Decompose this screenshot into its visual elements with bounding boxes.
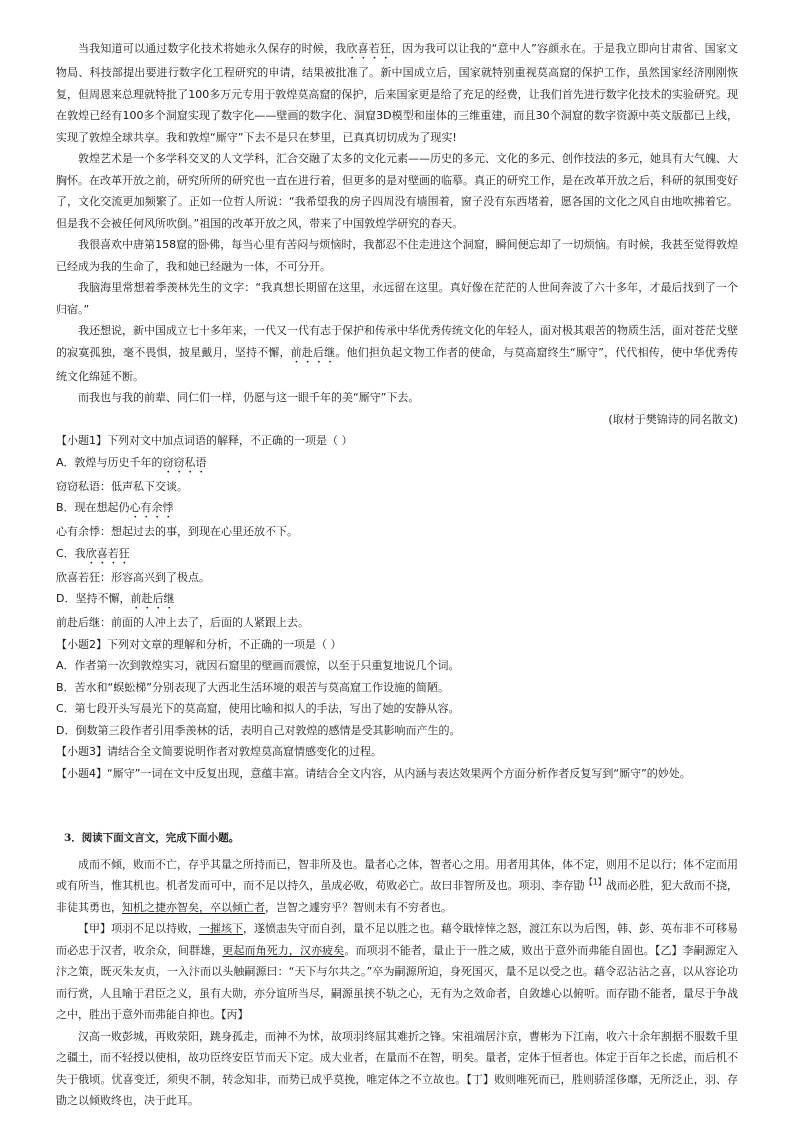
q2-option-a: A．作者第一次到敦煌实习，就因石窟里的壁画而震惊，以至于只重复地说几个词。 <box>56 659 460 672</box>
q2-option-d: D．倒数第三段作者引用季羡林的话，表明自己对敦煌的感情是受其影响而产生的。 <box>56 723 461 737</box>
document-page <box>56 38 738 1112</box>
q1-option-c: C．我欣喜若狂 <box>56 546 130 560</box>
essay-paragraph-1: 当我知道可以通过数字化技术将她永久保存的时候，我欣喜若狂，因为我可以让我的“意中人”容颜永在。于是我立即向甘肃省、国家文物局、科技部提出要进行数字化工程研究的申请，结果被批准了。新中国成立后，国家就特别重视莫高窟的保护工作，虽然国家经济刚刚恢复，但周恩来总理就特批了100多万元专用于敦煌莫高窟的保护，后来国家更是给了充足的经费，让我们首先进行数字化技术的实验研究。现在敦煌已经有100多个洞窟实现了数字化——壁画的数字化、洞窟3D模型和崖体的三维重建，而且30个洞窟的数字资源中英文版都已上线，实现了敦煌全球共享。我和敦煌“厮守”下去不是只在梦里，已真真切切成为了现实! <box>56 42 738 144</box>
underlined-sentence: 一摧垓下 <box>199 922 243 935</box>
dotted-word: 欣喜若狂 <box>85 546 130 560</box>
question-1-stem: 【小题1】下列对文中加点词语的解释，不正确的一项是（ ） <box>56 434 353 447</box>
q1-option-b-explanation: 心有余悸：想起过去的事，到现在心里还放不下。 <box>56 525 298 538</box>
q1-option-b: B．现在想起仍心有余悸 <box>56 501 174 514</box>
footnote-marker: 【1】 <box>584 877 606 887</box>
dotted-word: 欣喜若狂 <box>346 42 392 55</box>
dotted-word: 心有余悸 <box>129 501 174 514</box>
section-gap <box>56 784 738 828</box>
question-4: 【小题4】“厮守”一词在文中反复出现，意蕴丰富。请结合全文内容，从内涵与表达效果两个方面分析作者反复写到“厮守”的妙处。 <box>56 766 691 780</box>
essay-paragraph-4: 我脑海里常想着季羡林先生的文字：“我真想长期留在这里，永远留在这里。真好像在茫茫的人世间奔波了六十多年，才最后找到了一个归宿。” <box>56 281 738 316</box>
essay-paragraph-2: 敦煌艺术是一个多学科交叉的人文学科，汇合交融了太多的文化元素——历史的多元、文化的多元、创作技法的多元，她具有大气魄、大胸怀。在改革开放之前，研究所所的研究也一直在进行着，但更多的是对壁画的临摹。真正的研究工作，是在改革开放之后，科研的氛围变好了，文化交流更加频繁了。正如一位哲人所说：“我希望我的房子四周没有墙围着，窗子没有东西堵着，愿各国的文化之风自由地吹拂着它。但是我不会被任何风所吹倒。”祖国的改革开放之风，带来了中国敦煌学研究的春天。 <box>56 152 738 230</box>
q1-option-d-explanation: 前赴后继：前面的人冲上去了，后面的人紧跟上去。 <box>56 616 309 629</box>
essay-paragraph-5: 我还想说，新中国成立七十多年来，一代又一代有志于保护和传承中华优秀传统文化的年轻人，面对极其艰苦的物质生活，面对苍茫戈壁的寂寞孤独，毫不畏惧，披星戴月，坚持不懈，前赴后继。他们担负起文物工作者的使命，与莫高窟终生“厮守”，代代相传，使中华优秀传统文化绵延不断。 <box>56 324 739 383</box>
dotted-word: 前赴后继 <box>130 592 175 605</box>
classical-paragraph-3: 汉高一败彭城，再败荥阳，跳身孤走，而神不为怵，故项羽终屈其难折之锋。宋祖端居汴京，曹彬为下江南，收六十余年割据不服数千里之疆土，而不轻授以使相，故功臣终安臣节而天下定。成大业者，在量而不在智，明矣。量者，定体于恒者也。体定于百年之长虑，而后机不失于俄顷。忧喜变迁，须臾不制，转念知非，而势已成乎莫挽，唯定体之不立故也。【丁】败则唯死而已，胜则骄淫侈靡，无所泛止，羽、存勖之以倾败终也，决于此耳。 <box>56 1029 738 1107</box>
underlined-sentence: 更起而角死力，汉亦疲矣 <box>222 943 345 957</box>
classical-paragraph-1: 成而不倾，败而不亡，存乎其量之所持而已，智非所及也。量者心之体，智者心之用。用者用其体，体不定，则用不足以行；体不定而用或有所当，惟其机也。机者发而可中，而不足以持久，虽成必败，苟败必亡。故曰非智所及也。项羽、李存勖$^{【1】}$战而必胜，犯大敌而不挠，非徒其勇也，知机之捷亦智矣，卒以倾亡者，岂智之遽穷乎？智则未有不穷者也。 <box>56 857 739 914</box>
underlined-sentence: 知机之捷亦智矣，卒以倾亡者 <box>122 900 265 914</box>
question-3: 【小题3】请结合全文简要说明作者对敦煌莫高窟情感变化的过程。 <box>56 745 382 758</box>
q2-option-b: B．苦水和“蜈蚣梯”分别表现了大西北生活环境的艰苦与莫高窟工作设施的简陋。 <box>56 680 449 694</box>
essay-source: (取材于樊锦诗的同名散文) <box>608 412 738 426</box>
q1-option-d: D．坚持不懈，前赴后继 <box>56 592 175 605</box>
question-2-stem: 【小题2】下列对文章的理解和分析，不正确的一项是（ ） <box>56 637 342 651</box>
q1-option-c-explanation: 欣喜若狂：形容高兴到了极点。 <box>56 570 210 584</box>
essay-paragraph-3: 我很喜欢中唐第158窟的卧佛，每当心里有苦闷与烦恼时，我都忍不住走进这个洞窟，瞬间便忘却了一切烦恼。有时候，我甚至觉得敦煌已经成为我的生命了，我和她已经融为一体，不可分开。 <box>56 238 738 273</box>
dotted-word: 窃窃私语 <box>162 455 207 469</box>
essay-paragraph-6: 而我也与我的前辈、同仁们一样，仍愿与这一眼千年的美“厮守”下去。 <box>78 391 420 404</box>
section-3-heading: 3．阅读下面文言文，完成下面小题。 <box>64 832 240 844</box>
dotted-word: 前赴后继 <box>290 345 336 359</box>
q1-option-a-explanation: 窃窃私语：低声私下交谈。 <box>56 479 188 493</box>
classical-paragraph-2: 【甲】项羽不足以持败，一摧垓下，遂愤恚失守而自刭，量不足以胜之也。藉令戢悻悻之怒，渡江东以为后图，韩、彭、英布非不可移易而必忠于汉者，收余众，间群雄，更起而角死力，汉亦疲矣。而项羽不能者，量止于一胜之威，败出于意外而弗能自固也。【乙】李嗣源定入汴之策，既灭朱友贞，一入汴而以头触嗣源曰：“天下与尔共之。”卒为嗣源所迫，身死国灭，量不足以受之也。藉令忍沾沾之喜，以从容论功而行赏，人且喻于君臣之义，虽有大勋，亦分谊所当尽，嗣源虽挟不轨之心，无有为之效命者，自敛雄心以俯听。而存勖不能者，量尽于争战之中，胜出于意外而弗能自抑也。【丙】 <box>56 922 739 1021</box>
q1-option-a: A．敦煌与历史千年的窃窃私语 <box>56 455 207 469</box>
q2-option-c: C．第七段开头写晨光下的莫高窟，使用比喻和拟人的手法，写出了她的安静从容。 <box>56 702 460 715</box>
